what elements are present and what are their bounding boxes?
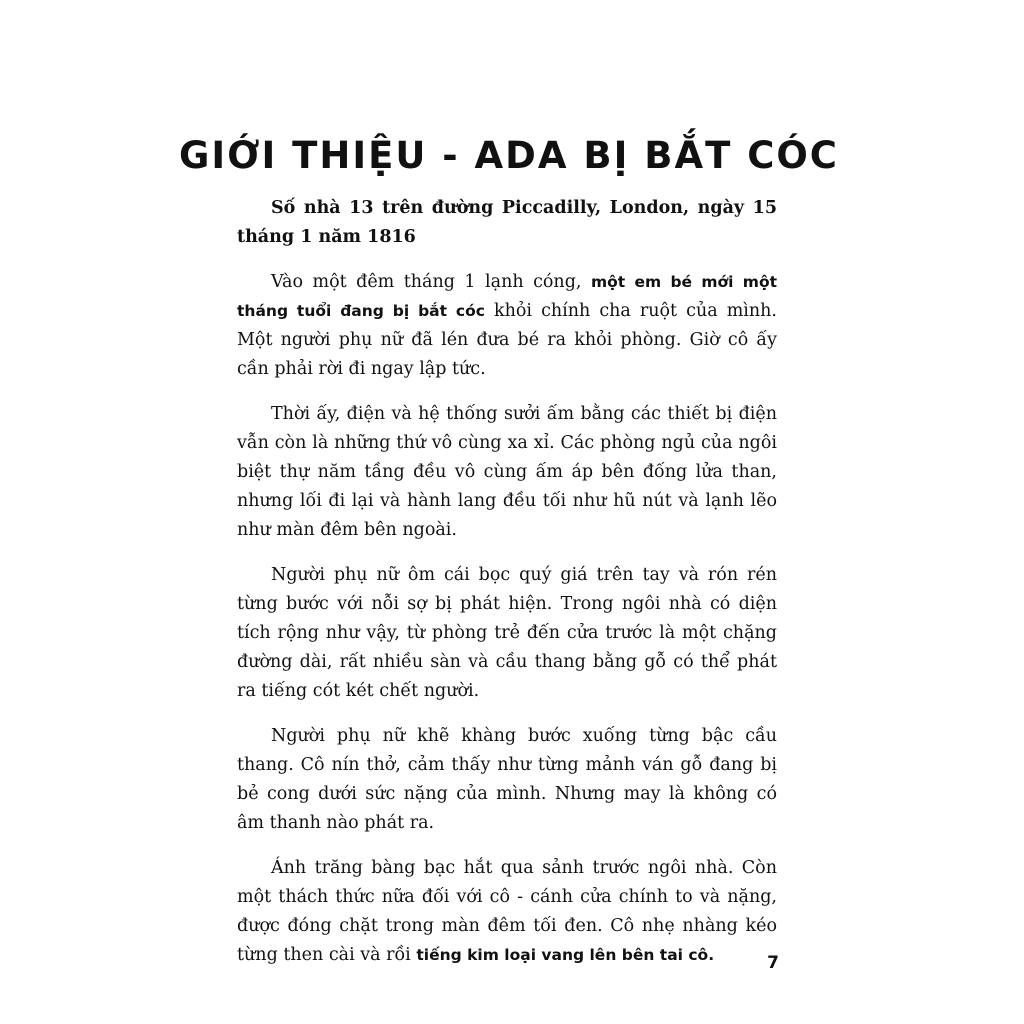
paragraph-5: [237, 854, 777, 970]
chapter-title: GIỚI THIỆU - ADA BỊ BẮT CÓC: [179, 134, 839, 177]
highlighted-text: một em bé mới một tháng tuổi đang bị bắt cóc: [237, 273, 777, 320]
paragraph-4: Người phụ nữ khẽ khàng bước xuống từng bậc cầu thang. Cô nín thở, cảm thấy như từng mảnh ván gỗ đang bị bẻ cong dưới sức nặng của mình. Nhưng may là không có âm thanh nào phát ra.: [237, 726, 777, 833]
paragraph-2: Thời ấy, điện và hệ thống sưởi ấm bằng các thiết bị điện vẫn còn là những thứ vô cùng xa xỉ. Các phòng ngủ của ngôi biệt thự năm tầng đều vô cùng ấm áp bên đống lửa than, nhưng lối đi lại và hành lang đều tối như hũ nút và lạnh lẽo như màn đêm bên ngoài.: [237, 404, 777, 540]
location-heading: Số nhà 13 trên đường Piccadilly, London, ngày 15 tháng 1 năm 1816: [237, 198, 777, 247]
paragraph-1: [237, 268, 777, 384]
paragraph-text: khỏi chính cha ruột của mình. Một người phụ nữ đã lén đưa bé ra khỏi phòng. Giờ cô ấy cần phải rời đi ngay lập tức.: [237, 301, 777, 379]
page-number: 7: [767, 953, 779, 973]
paragraph-3: Người phụ nữ ôm cái bọc quý giá trên tay và rón rén từng bước với nỗi sợ bị phát hiện. Trong ngôi nhà có diện tích rộng như vậy, từ phòng trẻ đến cửa trước là một chặng đường dài, rất nhiều sàn và cầu thang bằng gỗ có thể phát ra tiếng cót két chết người.: [237, 565, 777, 701]
paragraph-text: Vào một đêm tháng 1 lạnh cóng,: [271, 272, 591, 292]
paragraph-text: Ánh trăng bàng bạc hắt qua sảnh trước ngôi nhà. Còn một thách thức nữa đối với cô - cánh cửa chính to và nặng, được đóng chặt trong màn đêm tối đen. Cô nhẹ nhàng kéo từng then cài và rồi: [237, 858, 777, 965]
highlighted-text: tiếng kim loại vang lên bên tai cô.: [416, 946, 715, 964]
chapter-body: [237, 194, 777, 986]
